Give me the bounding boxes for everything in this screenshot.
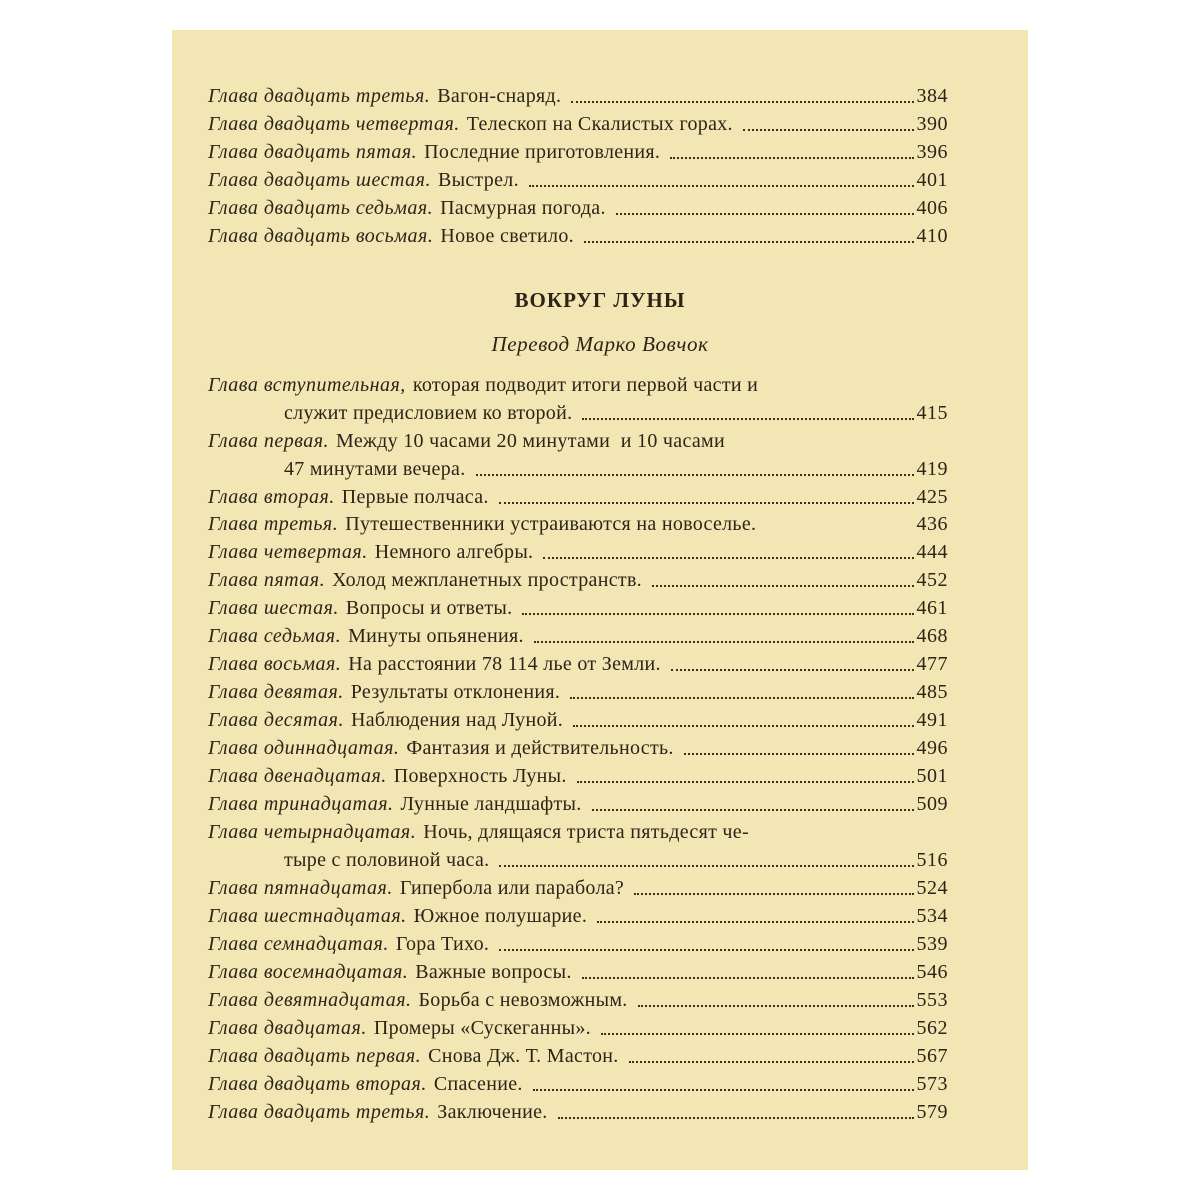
page-number: 390 — [916, 113, 948, 135]
chapter-label: Глава восьмая. — [208, 653, 342, 675]
page-number: 573 — [916, 1073, 948, 1095]
page-number: 410 — [916, 225, 948, 247]
dot-leader — [543, 557, 914, 559]
page-number: 524 — [916, 877, 948, 899]
dot-leader — [573, 725, 914, 727]
chapter-title: Важные вопросы. — [415, 961, 572, 983]
page-number: 546 — [916, 961, 948, 983]
dot-leader — [629, 1061, 914, 1063]
page-number: 461 — [916, 597, 948, 619]
page-number: 468 — [916, 625, 948, 647]
page-number: 491 — [916, 709, 948, 731]
page-number: 562 — [916, 1017, 948, 1039]
page-number: 419 — [916, 458, 948, 480]
chapter-label: Глава семнадцатая. — [208, 933, 389, 955]
chapter-title: Наблюдения над Луной. — [350, 709, 564, 731]
toc-entry — [208, 538, 948, 566]
toc-entry — [208, 566, 948, 594]
toc-entry — [208, 958, 948, 986]
toc-entry — [208, 222, 948, 250]
chapter-title: Спасение. — [433, 1073, 523, 1095]
toc-entry — [208, 166, 948, 194]
toc-entry — [208, 594, 948, 622]
chapter-label: Глава двадцать четвертая. — [208, 113, 460, 135]
page-number: 444 — [916, 541, 948, 563]
toc-entry — [208, 818, 920, 846]
dot-leader — [601, 1033, 914, 1035]
toc-entry — [208, 622, 948, 650]
chapter-label: Глава двадцать седьмая. — [208, 197, 434, 219]
dot-leader — [529, 185, 914, 187]
chapter-title: Борьба с невозможным. — [418, 989, 628, 1011]
toc-entry — [208, 110, 948, 138]
chapter-title-continued: 47 минутами вечера. — [284, 458, 466, 480]
page-number: 485 — [916, 681, 948, 703]
chapter-title: Телескоп на Скалистых горах. — [466, 113, 733, 135]
dot-leader — [570, 697, 914, 699]
chapter-title: Гора Тихо. — [395, 933, 490, 955]
toc-entry — [208, 902, 948, 930]
chapter-title: которая подводит итоги первой части и — [412, 374, 759, 396]
toc-entry — [208, 762, 948, 790]
toc-entry — [208, 874, 948, 902]
chapter-label: Глава двадцать шестая. — [208, 169, 431, 191]
dot-leader — [533, 1089, 914, 1091]
page-number: 579 — [916, 1101, 948, 1123]
chapter-label: Глава двадцать восьмая. — [208, 225, 434, 247]
chapter-label: Глава девятая. — [208, 681, 344, 703]
dot-leader — [584, 241, 914, 243]
toc-entry — [208, 194, 948, 222]
toc-entry — [208, 1042, 948, 1070]
chapter-label: Глава двадцать пятая. — [208, 141, 418, 163]
dot-leader — [534, 641, 914, 643]
chapter-title: Вагон-снаряд. — [437, 85, 562, 107]
dot-leader — [476, 474, 914, 476]
chapter-label: Глава седьмая. — [208, 625, 342, 647]
dot-leader — [499, 949, 914, 951]
dot-leader — [499, 865, 914, 867]
page-number: 452 — [916, 569, 948, 591]
chapter-title: Новое светило. — [440, 225, 574, 247]
chapter-label: Глава тринадцатая. — [208, 793, 394, 815]
chapter-title: Лунные ландшафты. — [400, 793, 582, 815]
dot-leader — [582, 977, 914, 979]
toc-entry — [208, 930, 948, 958]
dot-leader — [499, 502, 914, 504]
dot-leader — [652, 585, 914, 587]
chapter-title: Путешественники устраиваются на новоселье. — [345, 513, 757, 535]
page-number: 401 — [916, 169, 948, 191]
chapter-label: Глава вступительная, — [208, 374, 406, 396]
dot-leader — [616, 213, 914, 215]
chapter-label: Глава двадцать третья. — [208, 1101, 431, 1123]
toc-entry — [208, 483, 948, 511]
chapter-label: Глава двадцать вторая. — [208, 1073, 427, 1095]
chapter-label: Глава четырнадцатая. — [208, 821, 417, 843]
chapter-title-continued: тыре с половиной часа. — [284, 849, 490, 871]
dot-leader — [522, 613, 914, 615]
toc-entry — [208, 82, 948, 110]
page-number: 396 — [916, 141, 948, 163]
chapter-label: Глава четвертая. — [208, 541, 368, 563]
chapter-label: Глава восемнадцатая. — [208, 961, 409, 983]
page-number: 539 — [916, 933, 948, 955]
chapter-title: Между 10 часами 20 минутами и 10 часами — [336, 430, 726, 452]
toc-entry-continuation — [284, 455, 948, 483]
chapter-title: Последние приготовления. — [424, 141, 661, 163]
page-number: 534 — [916, 905, 948, 927]
toc-entry — [208, 986, 948, 1014]
page-number: 436 — [916, 513, 948, 535]
dot-leader — [671, 669, 914, 671]
chapter-label: Глава девятнадцатая. — [208, 989, 412, 1011]
toc-entry — [208, 734, 948, 762]
toc-entry — [208, 650, 948, 678]
chapter-label: Глава одиннадцатая. — [208, 737, 400, 759]
chapter-title: Гипербола или парабола? — [399, 877, 625, 899]
chapter-title-continued: служит предисловием ко второй. — [284, 402, 573, 424]
dot-leader — [571, 101, 914, 103]
page-number: 501 — [916, 765, 948, 787]
chapter-label: Глава двадцатая. — [208, 1017, 367, 1039]
page-number: 567 — [916, 1045, 948, 1067]
chapter-title: На расстоянии 78 114 лье от Земли. — [348, 653, 661, 675]
toc-entry — [208, 371, 920, 399]
toc-entry — [208, 1070, 948, 1098]
chapter-label: Глава третья. — [208, 513, 339, 535]
dot-leader — [670, 157, 914, 159]
chapter-title: Фантазия и действительность. — [406, 737, 674, 759]
toc-entry — [208, 1098, 948, 1126]
toc-entry — [208, 790, 948, 818]
page-number: 553 — [916, 989, 948, 1011]
chapter-title: Немного алгебры. — [374, 541, 534, 563]
chapter-title: Снова Дж. Т. Мастон. — [428, 1045, 619, 1067]
chapter-label: Глава десятая. — [208, 709, 344, 731]
chapter-label: Глава шестая. — [208, 597, 339, 619]
dot-leader — [577, 781, 914, 783]
chapter-label: Глава вторая. — [208, 486, 335, 508]
toc-entry — [208, 706, 948, 734]
chapter-title: Холод межпланетных пространств. — [332, 569, 642, 591]
page-number: 477 — [916, 653, 948, 675]
dot-leader — [684, 753, 914, 755]
dot-leader — [597, 921, 914, 923]
book-page — [172, 30, 1028, 1170]
toc-entry — [208, 510, 948, 538]
chapter-title: Промеры «Сускеганны». — [373, 1017, 591, 1039]
chapter-title: Первые полчаса. — [341, 486, 489, 508]
dot-leader — [634, 893, 914, 895]
page-number: 496 — [916, 737, 948, 759]
dot-leader — [558, 1117, 914, 1119]
chapter-label: Глава двенадцатая. — [208, 765, 387, 787]
chapter-title: Пасмурная погода. — [440, 197, 606, 219]
chapter-title: Выстрел. — [437, 169, 519, 191]
page-number: 415 — [916, 402, 948, 424]
chapter-label: Глава пятая. — [208, 569, 326, 591]
translator-credit: Перевод Марко Вовчок — [491, 332, 709, 356]
dot-leader — [592, 809, 914, 811]
chapter-label: Глава первая. — [208, 430, 330, 452]
toc-entry — [208, 1014, 948, 1042]
page-number: 425 — [916, 486, 948, 508]
chapter-title: Поверхность Луны. — [393, 765, 567, 787]
page-number: 384 — [916, 85, 948, 107]
dot-leader — [638, 1005, 914, 1007]
chapter-label: Глава пятнадцатая. — [208, 877, 393, 899]
toc-entry — [208, 678, 948, 706]
chapter-title: Ночь, длящаяся триста пятьдесят че- — [423, 821, 749, 843]
chapter-label: Глава двадцать третья. — [208, 85, 431, 107]
dot-leader — [582, 418, 914, 420]
chapter-title: Вопросы и ответы. — [345, 597, 513, 619]
page-number: 406 — [916, 197, 948, 219]
chapter-title: Заключение. — [437, 1101, 548, 1123]
chapter-title: Результаты отклонения. — [350, 681, 561, 703]
toc-entry-continuation — [284, 846, 948, 874]
page-number: 509 — [916, 793, 948, 815]
toc-entry-continuation — [284, 399, 948, 427]
chapter-label: Глава шестнадцатая. — [208, 905, 407, 927]
section-title: ВОКРУГ ЛУНЫ — [514, 288, 686, 312]
chapter-title: Минуты опьянения. — [348, 625, 524, 647]
toc-entry — [208, 138, 948, 166]
page-number: 516 — [916, 849, 948, 871]
chapter-label: Глава двадцать первая. — [208, 1045, 422, 1067]
chapter-title: Южное полушарие. — [413, 905, 588, 927]
toc-entry — [208, 427, 920, 455]
